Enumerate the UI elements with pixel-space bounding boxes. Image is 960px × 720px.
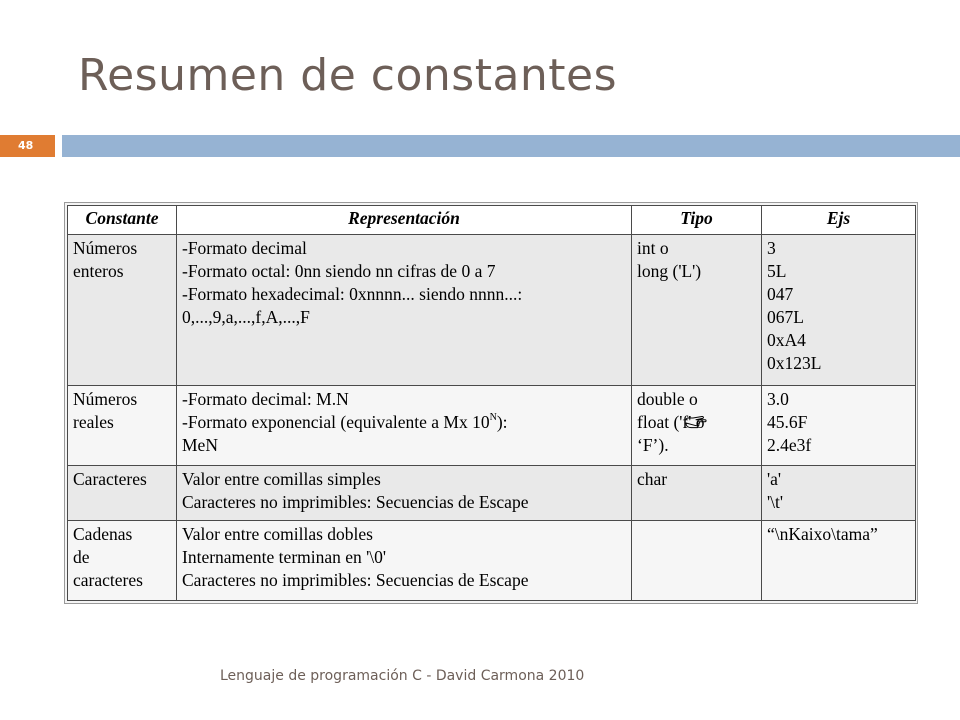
cell-tipo: [632, 521, 762, 601]
cell-line: 0,...,9,a,...,f,A,...,F: [182, 307, 310, 327]
cell-line: Caracteres: [73, 469, 147, 489]
cell-representacion: [177, 235, 632, 386]
cell-line: Valor entre comillas dobles: [182, 524, 373, 544]
cell-text: ):: [496, 412, 508, 432]
cell-tipo: [632, 386, 762, 466]
cell-line: 2.4e3f: [767, 435, 812, 455]
table-row: [68, 386, 916, 466]
cell-line: 047: [767, 284, 794, 304]
table-row: [68, 235, 916, 386]
table-row: [68, 521, 916, 601]
cell-line: ‘F’).: [637, 435, 669, 455]
cell-line: char: [637, 469, 668, 489]
slide-title: Resumen de constantes: [78, 50, 618, 101]
cell-line: 'a': [767, 469, 782, 489]
cell-constante: [68, 466, 177, 521]
cell-line: 5L: [767, 261, 787, 281]
table-header-row: [68, 206, 916, 235]
cell-line: -Formato hexadecimal: 0xnnnn... siendo nnnn...:: [182, 284, 523, 304]
cell-line: -Formato octal: 0nn siendo nn cifras de 0 a 7: [182, 261, 496, 281]
cell-constante: [68, 521, 177, 601]
slide-footer: Lenguaje de programación C - David Carmona 2010: [220, 668, 585, 684]
cell-line: 45.6F: [767, 412, 808, 432]
cell-line: caracteres: [73, 570, 143, 590]
cell-line: de: [73, 547, 90, 567]
cell-line: 0x123L: [767, 353, 822, 373]
cell-line: float ('f' o: [637, 412, 705, 432]
cell-representacion: [177, 386, 632, 466]
cell-line: Números: [73, 389, 138, 409]
cell-line: int o: [637, 238, 669, 258]
cell-line: enteros: [73, 261, 124, 281]
cell-line: 067L: [767, 307, 804, 327]
cell-ejs: [762, 386, 916, 466]
cell-line: '\t': [767, 492, 784, 512]
cell-line: reales: [73, 412, 114, 432]
cell-line: Números: [73, 238, 138, 258]
cell-constante: [68, 235, 177, 386]
cell-tipo: [632, 235, 762, 386]
cell-line: Caracteres no imprimibles: Secuencias de Escape: [182, 492, 529, 512]
cell-line: [182, 411, 626, 434]
cell-line: Internamente terminan en '\0': [182, 547, 387, 567]
cell-line: 0xA4: [767, 330, 806, 350]
cell-tipo: [632, 466, 762, 521]
cell-representacion: [177, 521, 632, 601]
constants-table: [67, 205, 916, 601]
cell-line: 3: [767, 238, 776, 258]
cell-line: -Formato decimal: [182, 238, 307, 258]
constants-table-frame: [64, 202, 918, 604]
slide-number-badge: 48: [0, 135, 55, 157]
cell-line: Caracteres no imprimibles: Secuencias de Escape: [182, 570, 529, 590]
cell-line: double o: [637, 389, 698, 409]
cell-line: “\nKaixo\tama”: [767, 524, 878, 544]
cell-text: -Formato exponencial (equivalente a Mx 10: [182, 412, 490, 432]
cell-line: -Formato decimal: M.N: [182, 389, 349, 409]
superscript: N: [489, 412, 497, 423]
header-constante: Constante: [68, 206, 177, 235]
cell-ejs: [762, 466, 916, 521]
title-decoration-bar: [62, 135, 960, 157]
header-ejs: Ejs: [762, 206, 916, 235]
cell-line: 3.0: [767, 389, 789, 409]
cell-line: Valor entre comillas simples: [182, 469, 381, 489]
cell-line: MeN: [182, 435, 218, 455]
cell-representacion: [177, 466, 632, 521]
cell-ejs: [762, 235, 916, 386]
header-representacion: Representación: [177, 206, 632, 235]
cell-line: Cadenas: [73, 524, 133, 544]
cell-constante: [68, 386, 177, 466]
table-row: [68, 466, 916, 521]
cell-ejs: [762, 521, 916, 601]
cell-line: long ('L'): [637, 261, 702, 281]
header-tipo: Tipo: [632, 206, 762, 235]
